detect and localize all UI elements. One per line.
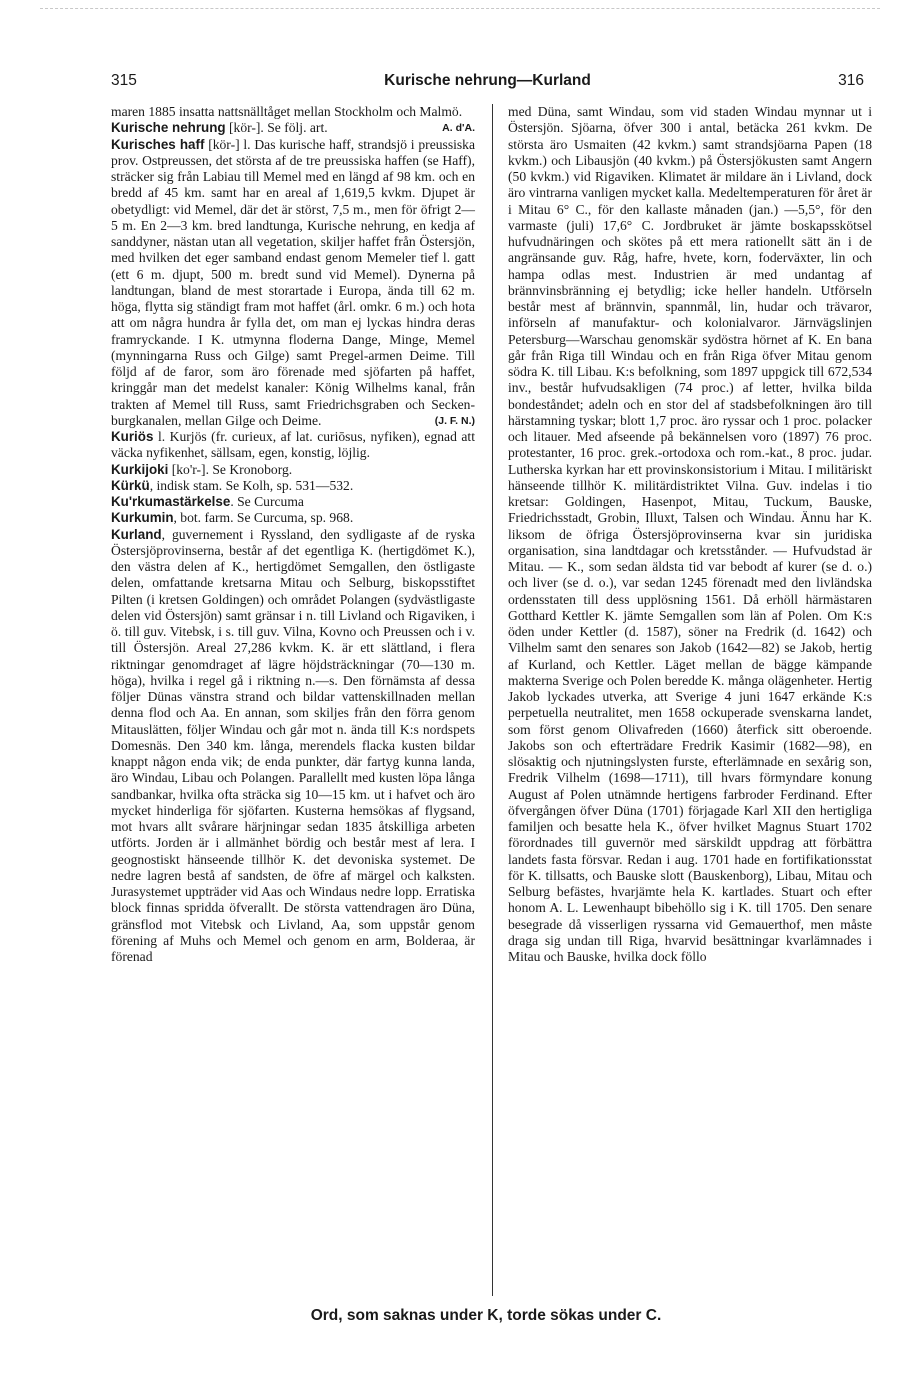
column-separator	[492, 104, 493, 1296]
entry-kurland	[111, 527, 475, 966]
entry-kurkumastarkelse	[111, 494, 475, 510]
headword: Kurland	[111, 526, 162, 542]
entry-kurkumin	[111, 510, 475, 526]
entry-kurku	[111, 478, 475, 494]
page-header	[111, 72, 864, 94]
page-number-left: 315	[111, 72, 137, 89]
entry-text: [kör-]. Se följ. art.	[225, 120, 328, 136]
entry-text: , indisk stam. Se Kolh, sp. 531—532.	[149, 477, 354, 493]
left-column	[111, 104, 475, 965]
continuation-text: maren 1885 insatta nattsnälltåget mellan Stockholm och Malmö.	[111, 104, 463, 119]
entry-kurland-continued	[508, 104, 872, 965]
top-scan-edge	[40, 8, 880, 9]
headword: Kurische nehrung	[111, 120, 226, 136]
entry-text: l. Kurjös (fr. curieux, af lat. curiōsus, nyfiken), egnad att väcka nyfikenhet, sällsam, egen, konstig, löjlig.	[111, 429, 475, 461]
entry-kurkijoki	[111, 462, 475, 478]
headword: Kurkijoki	[111, 461, 169, 477]
entry-text: [ko'r-]. Se Kronoborg.	[168, 461, 293, 477]
headword: Ku'rkumastärkelse	[111, 494, 231, 509]
headword: Kurisches haff	[111, 136, 205, 152]
entry-kurios	[111, 429, 475, 462]
entry-kurische-nehrung	[111, 120, 475, 136]
entry-text: [kör-] l. Das kurische haff, strandsjö i preussiska prov. Ostpreussen, det största af de tre preussiska haffen (se Haff), sträcker sig från Labiau till Memel med en längd af 98 km. och en bredd af 45 km. samt har en areal af 1,619,5 kvkm. Djupet är obetydligt: vid Memel, där det är störst, 7,5 m., men för öfrigt 2—5 m. En 2—3 km. bred landtunga, Kurische nehrung, en kedja af sanddyner, nästan utan all vegetation, skiljer haffet från Östersjön, med hvilken det eger samband endast genom Memeler tief l. gatt (ett 6 m. djupt, 500 m. bredt sund vid Memel). Dynerna på landtungan, bland de mest storartade i Europa, ända till 62 m. höga, flytta sig ständigt fram mot haffet (årl. omkr. 6 m.) och hota att om några hundra år fylla det, om man ej lyckas hindra deras framryckande. I K. utmynna floderna Dange, Minge, Memel (mynningarna Russ och Gilge) samt Pregel-armen Deime. Till följd af de faror, som äro förenade med sjöfarten på haffet, kringgår man det medelst kanaler: König Wilhelms kanal, från trakten af Memel till Russ, samt Friedrichsgraben och Secken-burgkanalen, mellan Gilge och Deime.	[111, 136, 476, 428]
page-footer-note: Ord, som saknas under K, torde sökas under C.	[310, 1307, 662, 1324]
entry-text: . Se Curcuma	[230, 494, 304, 509]
headword: Kurkumin	[111, 510, 174, 526]
author-signature: A. d'A.	[442, 122, 475, 135]
headword: Kürkü	[111, 477, 150, 493]
headword: Kuriös	[111, 429, 154, 444]
right-column	[508, 104, 872, 965]
entry-text: , bot. farm. Se Curcuma, sp. 968.	[173, 510, 354, 526]
entry-text: med Düna, samt Windau, som vid staden Windau mynnar ut i Östersjön. Sjöarna, öfver 300 i antal, betäcka 261 kvkm. De största äro Usmaiten (42 kvkm.) samt strandsjöarna Papen (18 kvkm.) och Libausjön (40 kvkm.) på Östersjökusten samt Angern (50 kvkm.) vid Rigaviken. Klimatet är mildare än i Livland, dock äro vintrarna vanligen mycket kalla. Medeltemperaturen för året är i Mitau 6° C., för den kallaste månaden (jan.) —5,5°, för den varmaste (juli) 17,6° C. Jordbruket är jämte boskapsskötsel hufvudnäringen och skötes på ett mera rationellt sätt än i de angränsande guv. Råg, hafre, hvete, korn, foderväxter, lin och hampa odlas mest. Industrien är med undantag af brännvinsbränning ej betydlig; icke heller handeln. Utförseln består mest af brännvin, spannmål, lin, hudar och trävaror, införseln af manufaktur- och kolonialvaror. Järnvägslinjen Petersburg—Warschau genomskär sydöstra hörnet af K. En bana går från Riga till Windau och en från Riga öfver Mitau genom södra K. till Libau. K:s befolkning, som 1897 uppgick till 672,534 inv., består hufvudsakligen (74 proc.) af letter, hvilka bilda bondeståndet; adeln och en stor del af stadsbefolkningen äro till härstamning tyskar; blott 1,7 proc. äro ryssar och 1 proc. polacker och litauer. Med afseende på bekännelsen voro (1897) 76 proc. protestanter, 16 proc. grek.-ortodoxa och rom.-kat., 8 proc. judar. Lutherska kyrkan har ett provinskonsistorium i Mitau. I militäriskt hänseende tillhör K. militärdistriktet Vilna. Guv. indelas i tio kretsar: Goldingen, Hasenpot, Mitau, Tuckum, Bauske, Friedrichsstadt, Grobin, Illuxt, Talsen och Windau. Ännu har K. liksom de öfriga Östersjöprovinserna kvar sin juridiska organisation, sina landtdagar och kretsstånder. — Hufvudstad är Mitau. — K., som sedan äldsta tid var bebodt af kurer (se d. o.) och liver (se d. o.), var sedan 1245 förenadt med den livländska ordensstaten till dess upplösning 1561. Då erhöll härmästaren Gotthard Kettler K. jämte Semgallen som län af Polen. Om K:s öden under Kettler (d. 1587), söner na Fredrik (d. 1642) och Vilhelm samt den senares son Jakob (1642—82) se Jakob, hertig af Kurland, och Kettler. Läget mellan de bägge kämpande makterna Sverige och Polen beredde K. många olägenheter. Hertig Jakob lyckades utverka, att Sverige 4 juni 1647 erkände K:s perpetuella neutralitet, men 1658 ockuperade svenskarna landet, som först genom Olivafreden (1660) återfick sitt oberoende. Jakobs son och efterträdare Fredrik Kasimir (1682—98), en slösaktig och njutningslysten furste, efterlämnade en sexårig son, Fredrik Vilhelm (1698—1711), till hvars förmyndare konung August af Polen utnämnde hertigens farbroder Ferdinand. Efter öfvergången öfver Düna (1701) förjagade Karl XII den hertigliga familjen och besatte hela K., öfver hvilket Magnus Stuart 1702 förordnades till guvernör med särskildt uppdrag att förbättra landets fasta försvar. Redan i aug. 1701 hade en fortifikationsstat för K. tillsatts, och Bauske slott (Bauskenborg), Libau, Mitau och Selburg befästes, hvarjämte hela K. kartlades. Stuart och efter honom A. L. Lewenhaupt bibehöllo sig i K. till 1705. Den senare besegrade då visserligen ryssarna vid Gemauerthof, men måste draga sig undan till Riga, hvarvid besättningar kvarlämnades i Mitau och Bauske, hvilka dock föllo	[508, 104, 872, 964]
page-number-right: 316	[838, 72, 864, 89]
author-signature: (J. F. N.)	[434, 414, 475, 427]
entry-text: , guvernement i Ryssland, den sydligaste af de ryska Östersjöprovinserna, består af det egentliga K. (hertigdömet K.), den västra delen af K., hertigdömet Semgallen, den östligaste delen, omfattande kretsarna Mitau och Selburg, biskopsstiftet Pilten (i kretsen Goldingen) och området Polangen (sydvästligaste delen vid Östersjön) samt gränsar i n. till Livland och Rigaviken, i ö. till guv. Vitebsk, i s. till guv. Vilna, Kovno och Preussen och i v. till Östersjön. Areal 27,286 kvkm. K. är ett slättland, i flera riktningar genomdraget af lägre höjdsträckningar (70—130 m. höga), hvilka i regel gå i riktning n.—s. Den förnämsta af dessa följer Dünas vänstra strand och bildar vattenskillnaden mellan denna flod och Aa. En annan, som skiljes från den förra genom Mitauslätten, följer Windau och går mot n. ända till K:s nordspets Domesnäs. Den 340 km. långa, merendels flacka kusten bildar knappt någon enda vik; de enda punkter, där fartyg kunna landa, äro Windau, Libau och Polangen. Parallellt med kusten löpa långa sandbankar, hvilka ofta sträcka sig 10—15 km. ut i hafvet och äro mycket hinderliga för sjöfarten. Kusterna hemsökas af flygsand, mot hvars allt svårare härjningar sedan 1835 åtskilliga arbeten utförts. Jorden är i allmänhet bördig och består mest af lera. I geognostiskt hänseende tillhör K. det devoniska systemet. De nedre lagren bestå af sandsten, de öfre af märgel och kalksten. Jurasystemet uppträder vid Aas och Windaus nedre lopp. Erratiska block finnas spridda öfverallt. De största vattendragen äro Düna, gränsflod mot Vitebsk och Livland, Aa, som uppstår genom förening af Muhs och Memel och genom en arm, Bolderaa, är förenad	[111, 526, 475, 964]
entry-kurisches-haff	[111, 137, 475, 430]
running-title: Kurische nehrung—Kurland	[384, 72, 591, 89]
